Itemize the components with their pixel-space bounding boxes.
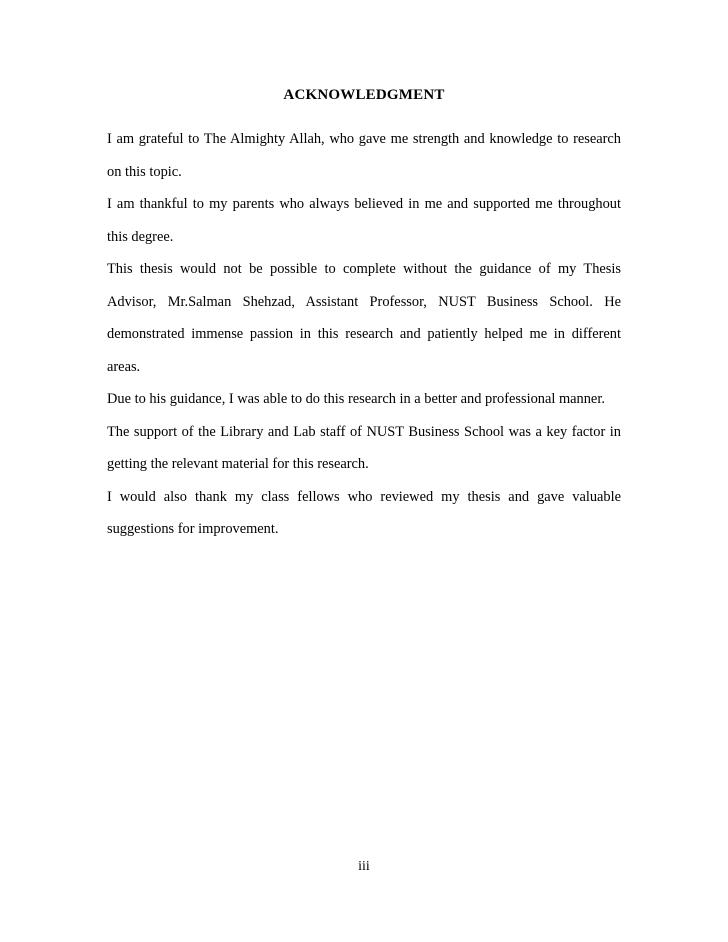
page-title: ACKNOWLEDGMENT — [283, 87, 445, 103]
paragraph-library-staff: The support of the Library and Lab staff of NUST Business School was a key factor in getting the relevant material for this research. — [107, 423, 621, 472]
document-body — [107, 123, 621, 546]
paragraph-gratitude-allah: I am grateful to The Almighty Allah, who gave me strength and knowledge to research on this topic. — [107, 131, 621, 180]
paragraph-class-fellows: I would also thank my class fellows who reviewed my thesis and gave valuable suggestions for improvement. — [107, 488, 621, 537]
page-number: iii — [358, 859, 370, 874]
paragraph-guidance: Due to his guidance, I was able to do this research in a better and professional manner. — [107, 391, 605, 407]
paragraph-thesis-advisor: This thesis would not be possible to complete without the guidance of my Thesis Advisor, Mr.Salman Shehzad, Assistant Professor, NUST Business School. He demonstrated immense passion in this research and patiently helped me in different areas. — [107, 261, 621, 375]
paragraph-parents: I am thankful to my parents who always believed in me and supported me throughout this degree. — [107, 196, 621, 245]
